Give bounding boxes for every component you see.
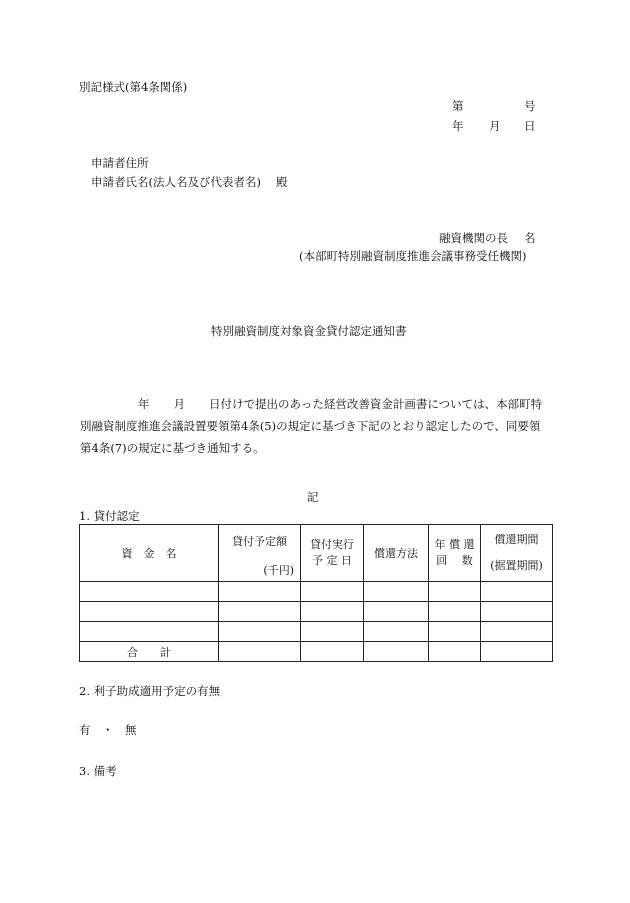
applicant-name-label: 申請者氏名(法人名及び代表者名) xyxy=(91,175,261,189)
section-3-title: 3. 備考 xyxy=(79,764,117,778)
date-month: 月 xyxy=(489,119,501,133)
header-method: 償還方法 xyxy=(364,525,429,582)
issuer-office: (本部町特別融資制度推進会議事務受任機関) xyxy=(299,249,527,263)
header-amount xyxy=(219,525,301,582)
total-label: 合 計 xyxy=(80,642,219,662)
body-line-1 xyxy=(80,393,552,415)
body-year: 年 xyxy=(138,397,150,411)
table-total-row xyxy=(80,642,553,662)
honorific: 殿 xyxy=(276,175,288,189)
body-paragraph xyxy=(80,393,552,459)
body-month: 月 xyxy=(173,397,185,411)
date-year: 年 xyxy=(452,119,464,133)
loan-approval-table xyxy=(79,524,553,662)
issuer-title: 融資機関の長 xyxy=(439,231,508,245)
body-line-3: 第4条(7)の規定に基づき通知する。 xyxy=(80,441,265,455)
header-amount-label: 貸付予定額 xyxy=(232,535,287,548)
applicant-address-label: 申請者住所 xyxy=(91,156,149,170)
table-row xyxy=(80,622,553,642)
table-row xyxy=(80,602,553,622)
header-amount-unit: (千円) xyxy=(263,564,294,577)
document-title: 特別融資制度対象資金貸付認定通知書 xyxy=(211,324,407,338)
header-exec-date: 貸付実行 予 定 日 xyxy=(301,525,364,582)
header-fund-name: 資 金 名 xyxy=(80,525,219,582)
section-1-title: 1. 貸付認定 xyxy=(79,509,140,523)
date-day: 日 xyxy=(524,119,536,133)
form-label: 別記様式(第4条関係) xyxy=(79,80,188,94)
table-row xyxy=(80,582,553,602)
subsidy-options: 有 ・ 無 xyxy=(79,723,137,737)
section-2-title: 2. 利子助成適用予定の有無 xyxy=(79,684,221,698)
table-header-row xyxy=(80,525,553,582)
doc-number-suffix: 号 xyxy=(524,99,536,113)
doc-number-prefix: 第 xyxy=(452,99,464,113)
header-period: 償還期間 (据置期間) xyxy=(481,525,553,582)
body-line-2: 別融資制度推進会議設置要領第4条(5)の規定に基づき下記のとおり認定したので、同要領 xyxy=(80,419,541,433)
header-annual-count: 年 償 還 回 数 xyxy=(429,525,481,582)
body-line-1-rest: 日付けで提出のあった経営改善資金計画書については、本部町特 xyxy=(209,397,543,411)
ki-heading: 記 xyxy=(307,490,319,504)
issuer-name: 名 xyxy=(524,231,536,245)
